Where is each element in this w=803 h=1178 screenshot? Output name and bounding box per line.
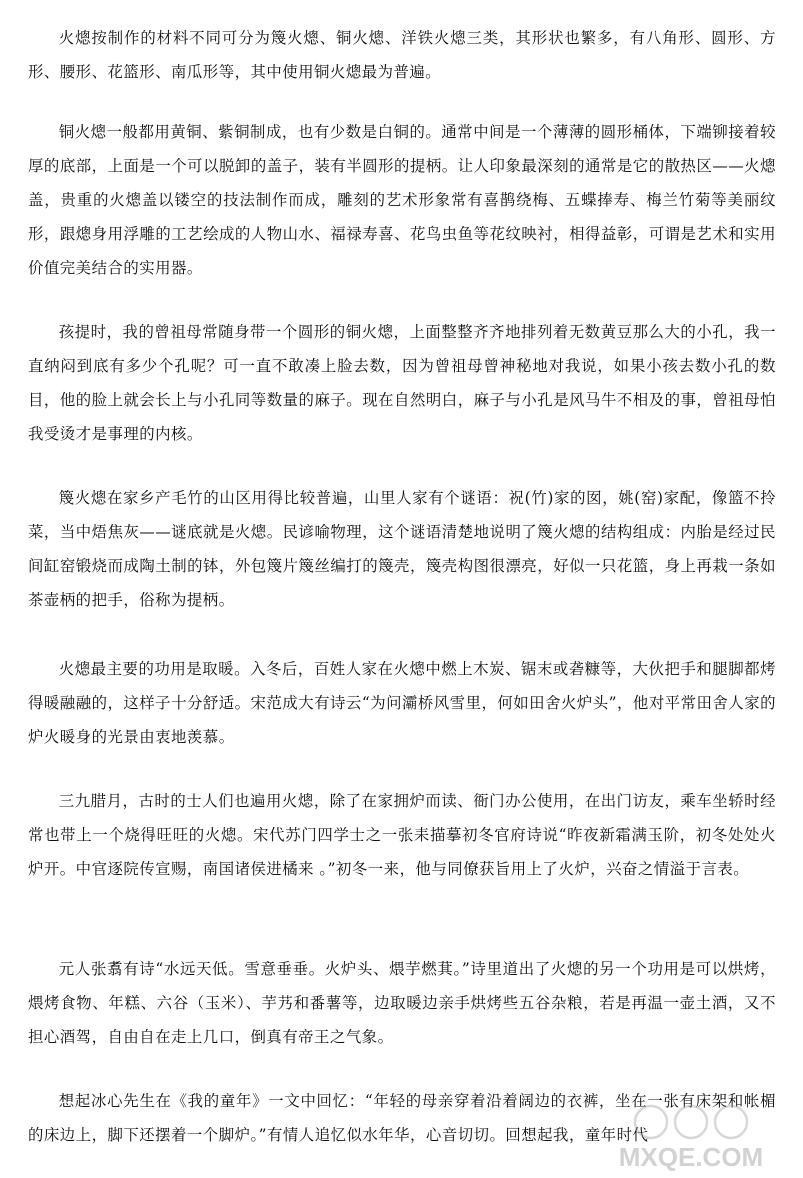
- paragraph-material-types: 火熜按制作的材料不同可分为篾火熜、铜火熜、洋铁火熜三类，其形状也繁多，有八角形、圆形、方形、腰形、花篮形、南瓜形等，其中使用铜火熜最为普遍。: [28, 29, 776, 81]
- watermark-text: MXQE.COM: [618, 1142, 764, 1172]
- paragraph-scholars-use: 三九腊月，古时的士人们也遍用火熜，除了在家拥炉而读、衙门办公使用，在出门访友，乘车坐轿时经常也带上一个烧得旺旺的火熜。宋代苏门四学士之一张耒描摹初冬官府诗说“昨夜新霜满玉阶，初冬处处火炉开。中官逐院传宣赐，南国诸侯进橘来 。”初冬一来，他与同僚获旨用上了火炉，兴奋之情溢于言表。: [28, 792, 776, 878]
- paragraph-childhood-memory: 孩提时，我的曾祖母常随身带一个圆形的铜火熜，上面整整齐齐地排列着无数黄豆那么大的小孔，我一直纳闷到底有多少个孔呢？可一直不敢凑上脸去数，因为曾祖母曾神秘地对我说，如果小孩去数小孔的数目，他的脸上就会长上与小孔同等数量的麻子。现在自然明白，麻子与小孔是风马牛不相及的事，曾祖母怕我受烫才是事理的内核。: [28, 323, 776, 443]
- paragraph-copper-huocong: 铜火熜一般都用黄铜、紫铜制成，也有少数是白铜的。通常中间是一个薄薄的圆形桶体，下端铆接着较厚的底部，上面是一个可以脱卸的盖子，装有半圆形的提柄。让人印象最深刻的通常是它的散热区——火熜盖，贵重的火熜盖以镂空的技法制作而成，雕刻的艺术形象常有喜鹊绕梅、五蝶捧寿、梅兰竹菊等美丽纹形，跟熜身用浮雕的工艺绘成的人物山水、福禄寿喜、花鸟虫鱼等花纹映衬，相得益彰，可谓是艺术和实用价值完美结合的实用器。: [28, 123, 776, 277]
- watermark-logo: [591, 1092, 791, 1172]
- paragraph-baking-function: 元人张翥有诗“水远天低。雪意垂垂。火炉头、煨芋燃萁。”诗里道出了火熜的另一个功用是可以烘烤，煨烤食物、年糕、六谷（玉米）、芋艿和番薯等，边取暖边亲手烘烤些五谷杂粮，若是再温一壶土酒，又不担心酒驾，自由自在走上几口，倒真有帝王之气象。: [28, 960, 776, 1046]
- paragraph-bingxin-memory: 想起冰心先生在《我的童年》一文中回忆：“年轻的母亲穿着沿着阔边的衣裤，坐在一张有床架和帐楣的床边上，脚下还摆着一个脚炉。”有情人追忆似水年华，心音切切。回想起我，童年时代: [28, 1092, 776, 1144]
- paragraph-bamboo-huocong: 篾火熜在家乡产毛竹的山区用得比较普遍，山里人家有个谜语：祝(竹)家的囡，姚(窑)家配，像篮不拎菜，当中焐焦灰——谜底就是火熜。民谚喻物理，这个谜语清楚地说明了篾火熜的结构组成：内胎是经过民间缸窑锻烧而成陶土制的钵，外包篾片篾丝编打的篾壳，篾壳构图很漂亮，好似一只花篮，身上再栽一条如茶壶柄的把手，俗称为提柄。: [28, 489, 776, 609]
- paragraph-warming-function: 火熜最主要的功用是取暖。入冬后，百姓人家在火熜中燃上木炭、锯末或砻糠等，大伙把手和腿脚都烤得暖融融的，这样子十分舒适。宋范成大有诗云“为问灞桥风雪里，何如田舍火炉头”，他对平常田舍人家的炉火暖身的光景由衷地羡慕。: [28, 660, 776, 746]
